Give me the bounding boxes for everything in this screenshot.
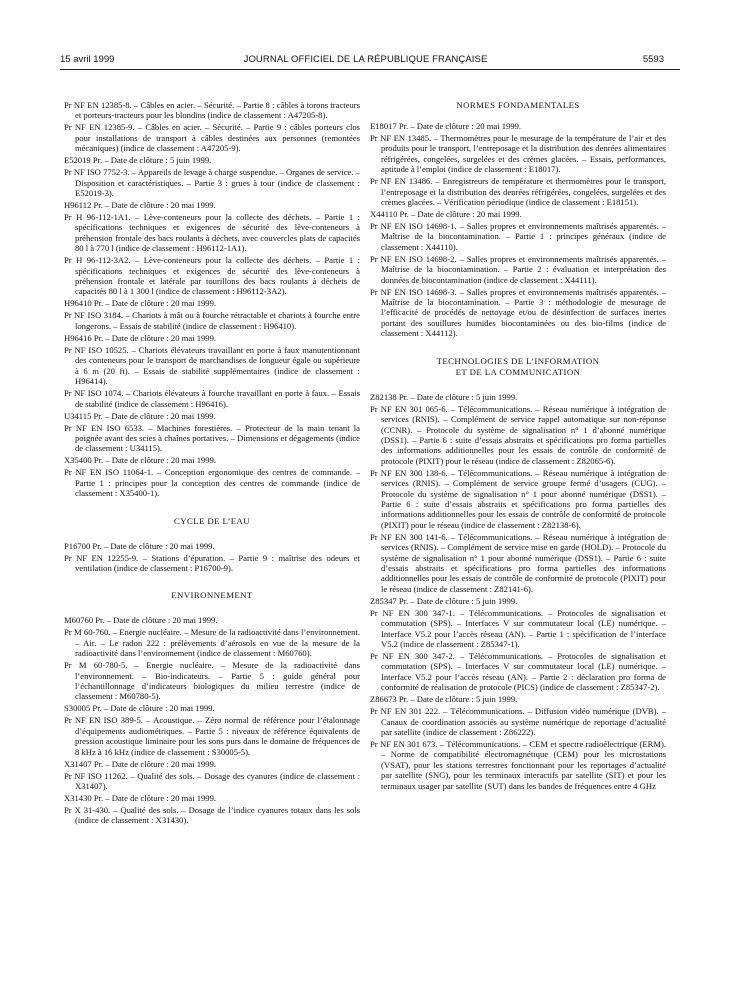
closing-date-line: U34115 Pr. – Date de clôture : 20 mai 1999. — [64, 410, 216, 421]
closing-date-line: X44110 Pr. – Date de clôture : 20 mai 1999. — [370, 209, 522, 220]
standard-entry: Pr NF EN 301 222. – Télécommunications. – Diffusion vidéo numérique (DVB). – Canaux de coordination associés au système numérique de reportage d’actualité par satellite (indice de classement : Z86222). — [370, 706, 666, 738]
standard-entry: Pr NF ISO 3184. – Chariots à mât ou à fourche rétractable et chariots à fourche entre longerons. – Essais de stabilité (indice de classement : H96410). — [64, 310, 360, 331]
closing-date-line: S30005 Pr. – Date de clôture : 20 mai 1999. — [64, 703, 215, 714]
page-header — [0, 54, 731, 68]
closing-date-line: P16700 Pr. – Date de clôture : 20 mai 1999. — [64, 540, 215, 551]
left-column — [64, 100, 360, 827]
closing-date-line: Z85347 Pr. – Date de clôture : 5 juin 1999. — [370, 595, 518, 606]
standard-entry: Pr NF EN 12255-9. – Stations d’épuration. – Partie 9 : maîtrise des odeurs et ventilation (indice de classement : P16700-9). — [64, 552, 360, 573]
closing-date-line: E52019 Pr. – Date de clôture : 5 juin 1999. — [64, 155, 212, 166]
standard-entry: Pr M 60-780-5. – Energie nucléaire. – Mesure de la radioactivité dans l’environnement. – Bio-indicateurs. – Partie 5 : guide général pour l’échantillonnage d’indicateurs biologiques du milieu terrestre (indice de classement : M60780-5). — [64, 660, 360, 702]
closing-date-line: E18017 Pr. – Date de clôture : 20 mai 1999. — [370, 121, 522, 131]
standard-entry: Pr NF EN 13485. – Thermomètres pour le mesurage de la température de l’air et des produits pour le transport, l’entreposage et la distribution des denrées alimentaires réfrigérées, congelées, surgelées et des crèmes glacées. – Essais, performances, aptitude à l’emploi (indice de classement : E18017). — [370, 133, 666, 175]
closing-date-line: Z82138 Pr. – Date de clôture : 5 juin 1999. — [370, 391, 518, 402]
header-date: 15 avril 1999 — [60, 54, 115, 65]
section-heading: TECHNOLOGIES DE L’INFORMATION ET DE LA COMMUNICATION — [436, 355, 600, 377]
standard-entry: Pr NF EN ISO 14698-2. – Salles propres et environnements maîtrisés apparentés. – Maîtrise de la biocontamination. – Partie 2 : évaluation et interprétation des données de biocontamination (indice de classement : X44111). — [370, 253, 666, 285]
header-title: JOURNAL OFFICIEL DE LA RÉPUBLIQUE FRANÇAISE — [243, 54, 488, 65]
standard-entry: Pr NF EN 13486. – Enregistreurs de température et thermomètres pour le transport, l’entreposage et la distribution des denrées réfrigérées, congelées, surgelées et des crèmes glacées. – Vérification périodique (indice de classement : E18151). — [370, 176, 666, 208]
standard-entry: Pr H 96-112-1A1. – Lève-conteneurs pour la collecte des déchets. – Partie 1 : spécifications techniques et exigences de sécurité des lève-conteneurs à préhension frontale des bacs roulants à déchets, avec couvercles plats de capacités 80 l à 770 l (indice de classement : H96112-1A1). — [64, 212, 360, 254]
page-number: 5593 — [642, 54, 664, 65]
section-heading: ENVIRONNEMENT — [171, 590, 253, 601]
standard-entry: Pr NF EN ISO 14698-1. – Salles propres et environnements maîtrisés apparentés. – Maîtrise de la biocontamination. – Partie 1 : principes généraux (indice de classement : X44110). — [370, 221, 666, 252]
section-heading: CYCLE DE L’EAU — [173, 515, 251, 526]
closing-date-line: X35400 Pr. – Date de clôture : 20 mai 1999. — [64, 455, 217, 466]
standard-entry: Pr NF EN 300 347-2. – Télécommunications. – Protocoles de signalisation et commutation (SPS). – Interfaces V sur commutateur local (LE) numérique. – Interface V5.2 pour l’accès réseau (AN). – Partie 2 : déclaration pro forma de conformité de réalisation de protocole (PICS) (indice de classement : Z85347-2). — [370, 651, 666, 693]
standard-entry: Pr NF EN 301 065-6. – Télécommunications. – Réseau numérique à intégration de services (RNIS). – Complément de service rappel automatique sur non-réponse (CCNR). – Protocole du système de signalisation n° 1 d’abonné numérique (DSS1). – Partie 6 : suite d’essais abstraits et spécifications pro forma partielles des informations additionnelles pour les essais de contrôle de conformité de protocole (PIXIT) pour le réseau (indice de classement : Z82065-6). — [370, 403, 666, 466]
standard-entry: Pr NF ISO 7752-3. – Appareils de levage à charge suspendue. – Organes de service. – Disposition et caractéristiques. – Partie 3 : grues à tour (indice de classement : E52019-3). — [64, 167, 360, 199]
standard-entry: Pr NF EN ISO 389-5. – Acoustique. – Zéro normal de référence pour l’étalonnage d’équipements audiométriques. – Partie 5 : niveaux de référence équivalents de pression acoustique liminaire pour les sons purs dans le domaine de fréquences de 8 kHz à 16 kHz (indice de classement : S30005-5). — [64, 715, 360, 757]
closing-date-line: X31407 Pr. – Date de clôture : 20 mai 1999. — [64, 758, 217, 769]
standard-entry: Pr NF ISO 10525. – Chariots élévateurs travaillant en porte à faux manutentionnant des conteneurs pour le transport de marchandises de longueur égale ou supérieure à 6 m (20 ft). – Essais de stabilité supplémentaires (indice de classement : H96414). — [64, 344, 360, 387]
standard-entry: Pr NF ISO 11262. – Qualité des sols. – Dosage des cyanures (indice de classement : X31407). — [64, 770, 360, 791]
standard-entry: Pr NF EN 300 141-6. – Télécommunications. – Réseau numérique à intégration de services (RNIS). – Complément de service mise en garde (HOLD). – Protocole du système de signalisation n° 1 pour abonné numérique (DSS1). – Partie 6 : suite d’essais abstraits et spécifications pro forma partielles des informations additionnelles pour les essais de contrôle de conformité de protocole (PIXIT) pour le réseau (indice de classement : Z82141-6). — [370, 531, 666, 594]
standard-entry: Pr NF EN ISO 11064-1. – Conception ergonomique des centres de commande. – Partie 1 : principes pour la conception des centres de commande (indice de classement : X35400-1). — [64, 467, 360, 499]
closing-date-line: M60760 Pr. – Date de clôture : 20 mai 1999. — [64, 615, 218, 626]
section-heading: NORMES FONDAMENTALES — [456, 100, 580, 110]
closing-date-line: Z86673 Pr. – Date de clôture : 5 juin 1999. — [370, 694, 518, 705]
standard-entry: Pr NF ISO 1074. – Chariots élévateurs à fourche travaillant en porte à faux. – Essais de stabilité (indice de classement : H96416). — [64, 388, 360, 409]
standard-entry: Pr NF EN ISO 14698-3. – Salles propres et environnements maîtrisés apparentés. – Maîtrise de la biocontamination. – Partie 3 : méthodologie de mesurage de l’efficacité de procédés de nettoyage et/ou de désinfection de surfaces inertes portant des souillures humides biocontaminées ou des bio-films (indice de classement : X44112). — [370, 286, 666, 339]
standard-entry: Pr NF EN 301 673. – Télécommunications. – CEM et spectre radioélectrique (ERM). – Norme de compatibilité électromagnétique (CEM) pour les microstations (VSAT), pour les stations terrestres fonctionnant pour les reportages d’actualité par satellite (SNG), pour les terminaux interactifs par satellite (SIT) et pour les terminaux usager par satellite (SUT) dans les bandes de fréquences entre 4 GHz — [370, 739, 666, 791]
standard-entry: Pr NF EN 300 347-1. – Télécommunications. – Protocoles de signalisation et commutation (SPS). – Interfaces V sur commutateur local (LE) numérique. – Interface V5.2 pour l’accès réseau (AN). – Partie 1 : spécification de l’interface V5.2 (indice de classement : Z85347-1). — [370, 607, 666, 649]
closing-date-line: H96416 Pr. – Date de clôture : 20 mai 1999. — [64, 332, 217, 343]
standard-entry: Pr H 96-112-3A2. – Lève-conteneurs pour la collecte des déchets. – Partie 1 : spécifications techniques et exigences de sécurité des lève-conteneurs à préhension frontale et latérale par tourillons des bacs roulants à déchets de capacités 80 l à 1 300 l (indice de classement : H96112-3A2). — [64, 255, 360, 297]
standard-entry: Pr X 31-430. – Qualité des sols. – Dosage de l’indice cyanures totaux dans les sols (indice de classement : X31430). — [64, 805, 360, 826]
standard-entry: Pr M 60-760. – Energie nucléaire. – Mesure de la radioactivité dans l’environnement. – Air. – Le radon 222 : prélèvements d’aérosols en vue de la mesure de la radioactivité dans l’environnement (indice de classement : M60760). — [64, 627, 360, 659]
standard-entry: Pr NF EN ISO 6533. – Machines forestières. – Protecteur de la main tenant la poignée avant des scies à chaînes portatives. – Dimensions et dégagements (indice de classement : U34115). — [64, 422, 360, 454]
closing-date-line: H96410 Pr. – Date de clôture : 20 mai 1999. — [64, 298, 217, 309]
header-rule — [60, 69, 680, 70]
closing-date-line: X31430 Pr. – Date de clôture : 20 mai 1999. — [64, 793, 217, 803]
standard-entry: Pr NF EN 12385-8. – Câbles en acier. – Sécurité. – Partie 8 : câbles à torons tracteurs et porteurs-tracteurs pour les blondins (indice de classement : A47205-8). — [64, 100, 360, 121]
closing-date-line: H96112 Pr. – Date de clôture : 20 mai 1999. — [64, 200, 216, 211]
standard-entry: Pr NF EN 12385-9. – Câbles en acier. – Sécurité. – Partie 9 : câbles porteurs clos pour installations de transport à câbles destinées aux personnes (remontées mécaniques) (indice de classement : A47205-9). — [64, 122, 360, 154]
standard-entry: Pr NF EN 300 138-6. – Télécommunications. – Réseau numérique à intégration de services (RNIS). – Complément de service groupe fermé d’usagers (CUG). – Protocole du système de signalisation n° 1 pour abonné numérique (DSS1). – Partie 6 : suite d’essais abstraits et spécifications pro forma partielles des informations additionnelles pour les essais de contrôle de conformité de protocole (PIXIT) pour le réseau (indice de classement : Z82138-6). — [370, 467, 666, 530]
right-column — [370, 100, 666, 793]
